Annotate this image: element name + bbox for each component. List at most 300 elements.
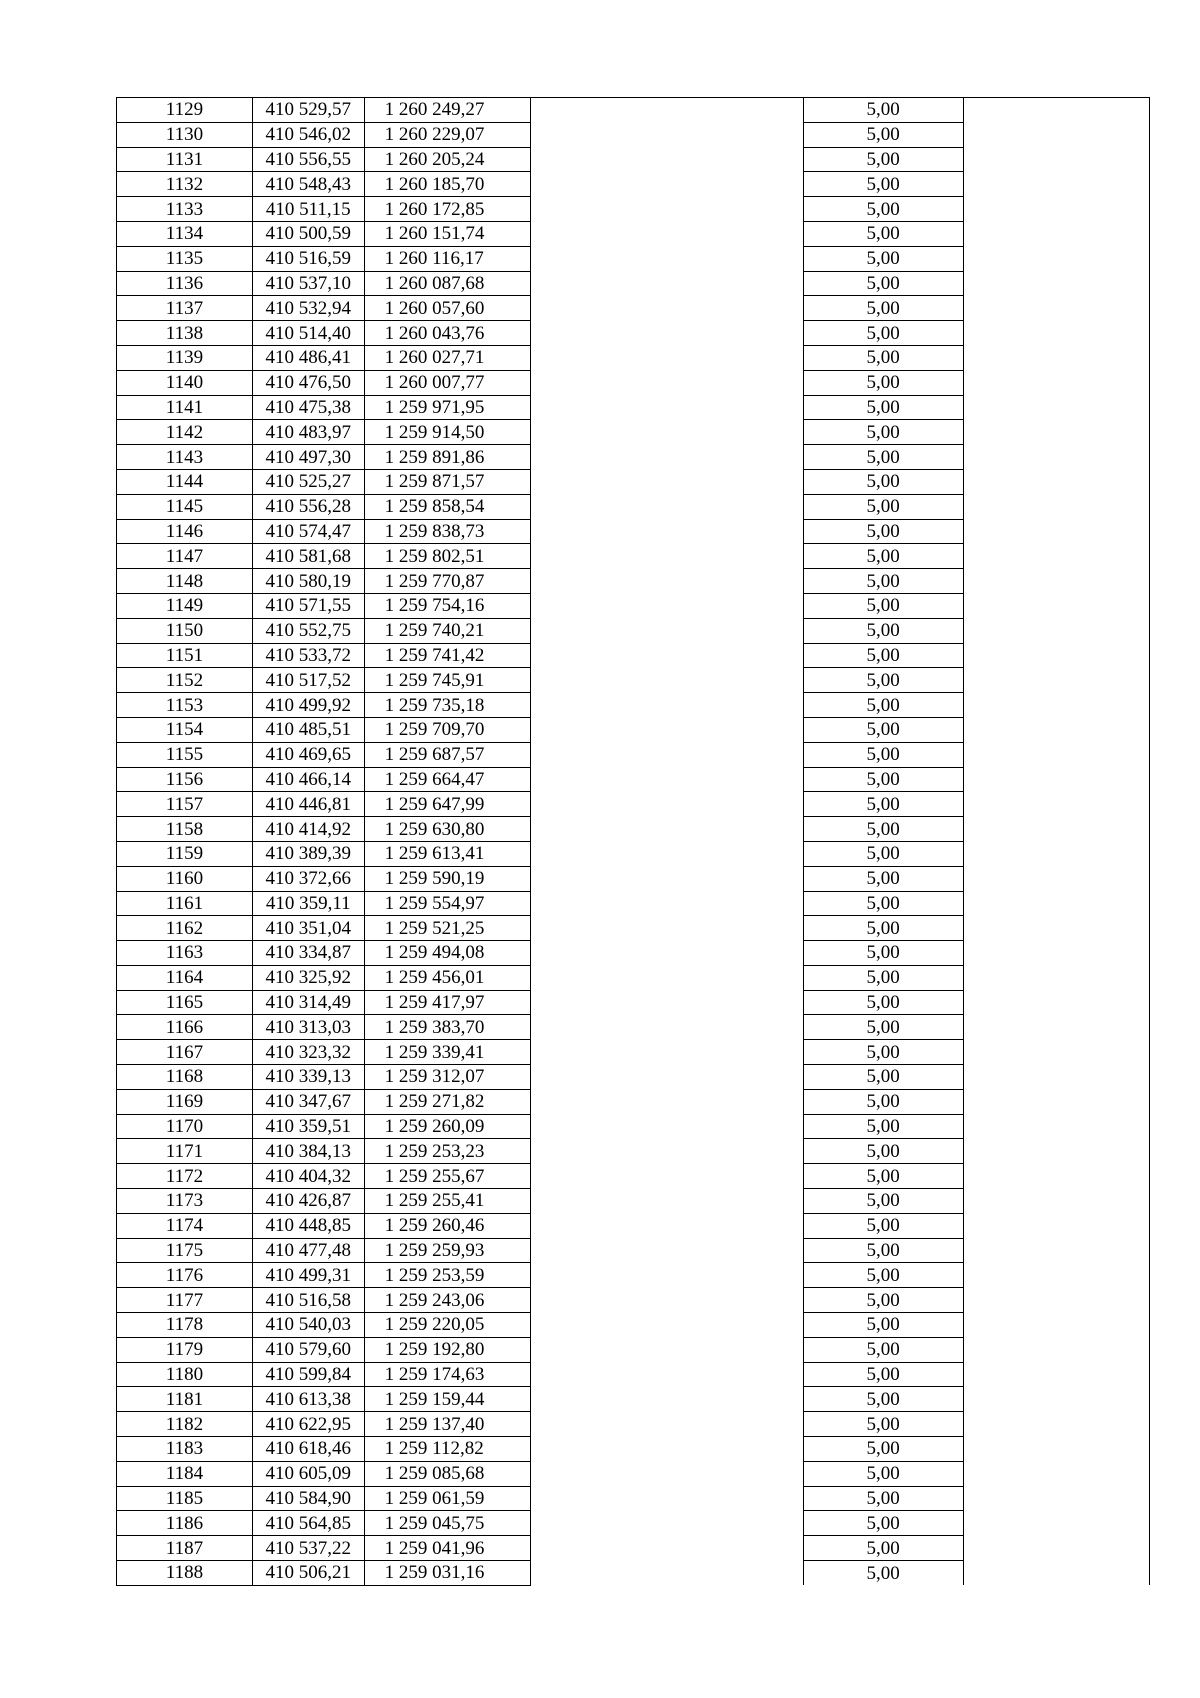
table-row bbox=[117, 767, 1150, 792]
y-coordinate-cell: 1 260 229,07 bbox=[364, 122, 530, 147]
table-row bbox=[117, 395, 1150, 420]
table-row bbox=[117, 1189, 1150, 1214]
point-number-cell: 1167 bbox=[117, 1040, 253, 1065]
point-number-cell: 1184 bbox=[117, 1461, 253, 1486]
x-coordinate-cell: 410 426,87 bbox=[252, 1189, 364, 1214]
description-cell bbox=[530, 742, 803, 767]
y-coordinate-cell: 1 259 740,21 bbox=[364, 618, 530, 643]
x-coordinate-cell: 410 497,30 bbox=[252, 445, 364, 470]
x-coordinate-cell: 410 483,97 bbox=[252, 420, 364, 445]
value-cell: 5,00 bbox=[803, 345, 963, 370]
description-cell bbox=[530, 717, 803, 742]
table-row bbox=[117, 792, 1150, 817]
y-coordinate-cell: 1 259 838,73 bbox=[364, 519, 530, 544]
note-cell bbox=[963, 618, 1149, 643]
x-coordinate-cell: 410 359,51 bbox=[252, 1114, 364, 1139]
description-cell bbox=[530, 1164, 803, 1189]
description-cell bbox=[530, 1238, 803, 1263]
note-cell bbox=[963, 916, 1149, 941]
note-cell bbox=[963, 817, 1149, 842]
table-row bbox=[117, 941, 1150, 966]
table-row bbox=[117, 221, 1150, 246]
x-coordinate-cell: 410 622,95 bbox=[252, 1412, 364, 1437]
point-number-cell: 1188 bbox=[117, 1561, 253, 1586]
point-number-cell: 1164 bbox=[117, 965, 253, 990]
description-cell bbox=[530, 1461, 803, 1486]
y-coordinate-cell: 1 260 116,17 bbox=[364, 246, 530, 271]
value-cell: 5,00 bbox=[803, 1387, 963, 1412]
table-row bbox=[117, 1015, 1150, 1040]
table-row bbox=[117, 569, 1150, 594]
point-number-cell: 1158 bbox=[117, 817, 253, 842]
y-coordinate-cell: 1 259 664,47 bbox=[364, 767, 530, 792]
y-coordinate-cell: 1 259 647,99 bbox=[364, 792, 530, 817]
x-coordinate-cell: 410 584,90 bbox=[252, 1486, 364, 1511]
note-cell bbox=[963, 197, 1149, 222]
description-cell bbox=[530, 271, 803, 296]
description-cell bbox=[530, 321, 803, 346]
x-coordinate-cell: 410 556,28 bbox=[252, 494, 364, 519]
point-number-cell: 1154 bbox=[117, 717, 253, 742]
table-row bbox=[117, 1139, 1150, 1164]
y-coordinate-cell: 1 259 112,82 bbox=[364, 1437, 530, 1462]
point-number-cell: 1157 bbox=[117, 792, 253, 817]
value-cell: 5,00 bbox=[803, 1065, 963, 1090]
description-cell bbox=[530, 1114, 803, 1139]
note-cell bbox=[963, 321, 1149, 346]
description-cell bbox=[530, 345, 803, 370]
note-cell bbox=[963, 1437, 1149, 1462]
point-number-cell: 1139 bbox=[117, 345, 253, 370]
description-cell bbox=[530, 965, 803, 990]
point-number-cell: 1174 bbox=[117, 1213, 253, 1238]
table-row bbox=[117, 1437, 1150, 1462]
point-number-cell: 1131 bbox=[117, 147, 253, 172]
y-coordinate-cell: 1 260 205,24 bbox=[364, 147, 530, 172]
description-cell bbox=[530, 693, 803, 718]
value-cell: 5,00 bbox=[803, 668, 963, 693]
x-coordinate-cell: 410 372,66 bbox=[252, 866, 364, 891]
value-cell: 5,00 bbox=[803, 445, 963, 470]
table-row bbox=[117, 420, 1150, 445]
x-coordinate-cell: 410 384,13 bbox=[252, 1139, 364, 1164]
point-number-cell: 1175 bbox=[117, 1238, 253, 1263]
point-number-cell: 1163 bbox=[117, 941, 253, 966]
value-cell: 5,00 bbox=[803, 370, 963, 395]
x-coordinate-cell: 410 540,03 bbox=[252, 1313, 364, 1338]
note-cell bbox=[963, 1536, 1149, 1561]
table-row bbox=[117, 742, 1150, 767]
x-coordinate-cell: 410 486,41 bbox=[252, 345, 364, 370]
value-cell: 5,00 bbox=[803, 246, 963, 271]
table-row bbox=[117, 717, 1150, 742]
note-cell bbox=[963, 221, 1149, 246]
value-cell: 5,00 bbox=[803, 693, 963, 718]
table-row bbox=[117, 1238, 1150, 1263]
x-coordinate-cell: 410 347,67 bbox=[252, 1089, 364, 1114]
y-coordinate-cell: 1 259 735,18 bbox=[364, 693, 530, 718]
value-cell: 5,00 bbox=[803, 98, 963, 123]
x-coordinate-cell: 410 475,38 bbox=[252, 395, 364, 420]
x-coordinate-cell: 410 389,39 bbox=[252, 841, 364, 866]
point-number-cell: 1160 bbox=[117, 866, 253, 891]
description-cell bbox=[530, 1362, 803, 1387]
point-number-cell: 1149 bbox=[117, 593, 253, 618]
note-cell bbox=[963, 494, 1149, 519]
y-coordinate-cell: 1 259 061,59 bbox=[364, 1486, 530, 1511]
note-cell bbox=[963, 941, 1149, 966]
note-cell bbox=[963, 172, 1149, 197]
table-row bbox=[117, 1213, 1150, 1238]
value-cell: 5,00 bbox=[803, 1461, 963, 1486]
point-number-cell: 1166 bbox=[117, 1015, 253, 1040]
point-number-cell: 1156 bbox=[117, 767, 253, 792]
table-row bbox=[117, 1412, 1150, 1437]
note-cell bbox=[963, 1313, 1149, 1338]
note-cell bbox=[963, 1189, 1149, 1214]
description-cell bbox=[530, 569, 803, 594]
table-row bbox=[117, 1337, 1150, 1362]
description-cell bbox=[530, 817, 803, 842]
value-cell: 5,00 bbox=[803, 420, 963, 445]
x-coordinate-cell: 410 499,92 bbox=[252, 693, 364, 718]
y-coordinate-cell: 1 259 041,96 bbox=[364, 1536, 530, 1561]
point-number-cell: 1168 bbox=[117, 1065, 253, 1090]
x-coordinate-cell: 410 334,87 bbox=[252, 941, 364, 966]
point-number-cell: 1181 bbox=[117, 1387, 253, 1412]
value-cell: 5,00 bbox=[803, 792, 963, 817]
value-cell: 5,00 bbox=[803, 1238, 963, 1263]
x-coordinate-cell: 410 325,92 bbox=[252, 965, 364, 990]
value-cell: 5,00 bbox=[803, 469, 963, 494]
note-cell bbox=[963, 792, 1149, 817]
note-cell bbox=[963, 345, 1149, 370]
note-cell bbox=[963, 1015, 1149, 1040]
y-coordinate-cell: 1 259 494,08 bbox=[364, 941, 530, 966]
description-cell bbox=[530, 1288, 803, 1313]
description-cell bbox=[530, 122, 803, 147]
table-row bbox=[117, 1536, 1150, 1561]
description-cell bbox=[530, 1511, 803, 1536]
y-coordinate-cell: 1 259 260,46 bbox=[364, 1213, 530, 1238]
value-cell: 5,00 bbox=[803, 965, 963, 990]
value-cell: 5,00 bbox=[803, 519, 963, 544]
y-coordinate-cell: 1 260 043,76 bbox=[364, 321, 530, 346]
note-cell bbox=[963, 1337, 1149, 1362]
point-number-cell: 1141 bbox=[117, 395, 253, 420]
table-row bbox=[117, 246, 1150, 271]
table-row bbox=[117, 172, 1150, 197]
description-cell bbox=[530, 916, 803, 941]
point-number-cell: 1138 bbox=[117, 321, 253, 346]
value-cell: 5,00 bbox=[803, 1536, 963, 1561]
description-cell bbox=[530, 1040, 803, 1065]
point-number-cell: 1147 bbox=[117, 544, 253, 569]
value-cell: 5,00 bbox=[803, 742, 963, 767]
point-number-cell: 1183 bbox=[117, 1437, 253, 1462]
point-number-cell: 1169 bbox=[117, 1089, 253, 1114]
table-row bbox=[117, 1387, 1150, 1412]
y-coordinate-cell: 1 260 007,77 bbox=[364, 370, 530, 395]
x-coordinate-cell: 410 525,27 bbox=[252, 469, 364, 494]
point-number-cell: 1186 bbox=[117, 1511, 253, 1536]
x-coordinate-cell: 410 448,85 bbox=[252, 1213, 364, 1238]
y-coordinate-cell: 1 259 630,80 bbox=[364, 817, 530, 842]
table-row bbox=[117, 593, 1150, 618]
value-cell: 5,00 bbox=[803, 1089, 963, 1114]
note-cell bbox=[963, 891, 1149, 916]
description-cell bbox=[530, 1189, 803, 1214]
description-cell bbox=[530, 1065, 803, 1090]
y-coordinate-cell: 1 259 802,51 bbox=[364, 544, 530, 569]
value-cell: 5,00 bbox=[803, 197, 963, 222]
point-number-cell: 1161 bbox=[117, 891, 253, 916]
note-cell bbox=[963, 965, 1149, 990]
point-number-cell: 1146 bbox=[117, 519, 253, 544]
y-coordinate-cell: 1 259 858,54 bbox=[364, 494, 530, 519]
x-coordinate-cell: 410 323,32 bbox=[252, 1040, 364, 1065]
x-coordinate-cell: 410 500,59 bbox=[252, 221, 364, 246]
value-cell: 5,00 bbox=[803, 1040, 963, 1065]
value-cell: 5,00 bbox=[803, 494, 963, 519]
note-cell bbox=[963, 866, 1149, 891]
point-number-cell: 1144 bbox=[117, 469, 253, 494]
y-coordinate-cell: 1 259 687,57 bbox=[364, 742, 530, 767]
x-coordinate-cell: 410 514,40 bbox=[252, 321, 364, 346]
description-cell bbox=[530, 246, 803, 271]
value-cell: 5,00 bbox=[803, 618, 963, 643]
note-cell bbox=[963, 1263, 1149, 1288]
y-coordinate-cell: 1 259 312,07 bbox=[364, 1065, 530, 1090]
point-number-cell: 1150 bbox=[117, 618, 253, 643]
table-row bbox=[117, 1065, 1150, 1090]
y-coordinate-cell: 1 259 971,95 bbox=[364, 395, 530, 420]
table-row bbox=[117, 916, 1150, 941]
value-cell: 5,00 bbox=[803, 1412, 963, 1437]
table-row bbox=[117, 197, 1150, 222]
x-coordinate-cell: 410 499,31 bbox=[252, 1263, 364, 1288]
y-coordinate-cell: 1 259 137,40 bbox=[364, 1412, 530, 1437]
point-number-cell: 1172 bbox=[117, 1164, 253, 1189]
point-number-cell: 1140 bbox=[117, 370, 253, 395]
point-number-cell: 1187 bbox=[117, 1536, 253, 1561]
coordinates-table bbox=[116, 97, 1150, 1586]
y-coordinate-cell: 1 259 271,82 bbox=[364, 1089, 530, 1114]
x-coordinate-cell: 410 579,60 bbox=[252, 1337, 364, 1362]
value-cell: 5,00 bbox=[803, 1561, 963, 1586]
x-coordinate-cell: 410 446,81 bbox=[252, 792, 364, 817]
y-coordinate-cell: 1 259 891,86 bbox=[364, 445, 530, 470]
y-coordinate-cell: 1 259 243,06 bbox=[364, 1288, 530, 1313]
y-coordinate-cell: 1 259 914,50 bbox=[364, 420, 530, 445]
point-number-cell: 1129 bbox=[117, 98, 253, 123]
y-coordinate-cell: 1 259 085,68 bbox=[364, 1461, 530, 1486]
y-coordinate-cell: 1 259 255,41 bbox=[364, 1189, 530, 1214]
note-cell bbox=[963, 593, 1149, 618]
note-cell bbox=[963, 1486, 1149, 1511]
table-row bbox=[117, 866, 1150, 891]
table-row bbox=[117, 1511, 1150, 1536]
y-coordinate-cell: 1 259 174,63 bbox=[364, 1362, 530, 1387]
table-row bbox=[117, 1164, 1150, 1189]
note-cell bbox=[963, 1164, 1149, 1189]
x-coordinate-cell: 410 516,59 bbox=[252, 246, 364, 271]
table-row bbox=[117, 98, 1150, 123]
point-number-cell: 1162 bbox=[117, 916, 253, 941]
value-cell: 5,00 bbox=[803, 1486, 963, 1511]
description-cell bbox=[530, 172, 803, 197]
value-cell: 5,00 bbox=[803, 941, 963, 966]
y-coordinate-cell: 1 259 456,01 bbox=[364, 965, 530, 990]
point-number-cell: 1153 bbox=[117, 693, 253, 718]
y-coordinate-cell: 1 259 613,41 bbox=[364, 841, 530, 866]
table-row bbox=[117, 643, 1150, 668]
value-cell: 5,00 bbox=[803, 767, 963, 792]
note-cell bbox=[963, 122, 1149, 147]
y-coordinate-cell: 1 259 031,16 bbox=[364, 1561, 530, 1586]
x-coordinate-cell: 410 605,09 bbox=[252, 1461, 364, 1486]
x-coordinate-cell: 410 517,52 bbox=[252, 668, 364, 693]
table-row bbox=[117, 1561, 1150, 1586]
note-cell bbox=[963, 1461, 1149, 1486]
point-number-cell: 1178 bbox=[117, 1313, 253, 1338]
note-cell bbox=[963, 767, 1149, 792]
point-number-cell: 1152 bbox=[117, 668, 253, 693]
y-coordinate-cell: 1 259 754,16 bbox=[364, 593, 530, 618]
value-cell: 5,00 bbox=[803, 643, 963, 668]
table-row bbox=[117, 693, 1150, 718]
note-cell bbox=[963, 271, 1149, 296]
note-cell bbox=[963, 742, 1149, 767]
table-row bbox=[117, 1461, 1150, 1486]
x-coordinate-cell: 410 537,10 bbox=[252, 271, 364, 296]
value-cell: 5,00 bbox=[803, 569, 963, 594]
y-coordinate-cell: 1 259 255,67 bbox=[364, 1164, 530, 1189]
note-cell bbox=[963, 147, 1149, 172]
note-cell bbox=[963, 395, 1149, 420]
point-number-cell: 1136 bbox=[117, 271, 253, 296]
value-cell: 5,00 bbox=[803, 395, 963, 420]
note-cell bbox=[963, 1089, 1149, 1114]
y-coordinate-cell: 1 259 871,57 bbox=[364, 469, 530, 494]
value-cell: 5,00 bbox=[803, 321, 963, 346]
x-coordinate-cell: 410 532,94 bbox=[252, 296, 364, 321]
y-coordinate-cell: 1 259 259,93 bbox=[364, 1238, 530, 1263]
description-cell bbox=[530, 1561, 803, 1586]
description-cell bbox=[530, 593, 803, 618]
table-row bbox=[117, 990, 1150, 1015]
point-number-cell: 1165 bbox=[117, 990, 253, 1015]
note-cell bbox=[963, 693, 1149, 718]
x-coordinate-cell: 410 351,04 bbox=[252, 916, 364, 941]
note-cell bbox=[963, 98, 1149, 123]
note-cell bbox=[963, 469, 1149, 494]
y-coordinate-cell: 1 259 417,97 bbox=[364, 990, 530, 1015]
description-cell bbox=[530, 841, 803, 866]
description-cell bbox=[530, 469, 803, 494]
x-coordinate-cell: 410 571,55 bbox=[252, 593, 364, 618]
x-coordinate-cell: 410 516,58 bbox=[252, 1288, 364, 1313]
description-cell bbox=[530, 643, 803, 668]
value-cell: 5,00 bbox=[803, 817, 963, 842]
table-row bbox=[117, 345, 1150, 370]
point-number-cell: 1185 bbox=[117, 1486, 253, 1511]
note-cell bbox=[963, 990, 1149, 1015]
table-row bbox=[117, 965, 1150, 990]
note-cell bbox=[963, 668, 1149, 693]
x-coordinate-cell: 410 580,19 bbox=[252, 569, 364, 594]
y-coordinate-cell: 1 260 027,71 bbox=[364, 345, 530, 370]
table-row bbox=[117, 841, 1150, 866]
note-cell bbox=[963, 519, 1149, 544]
table-row bbox=[117, 469, 1150, 494]
table-row bbox=[117, 445, 1150, 470]
description-cell bbox=[530, 98, 803, 123]
point-number-cell: 1179 bbox=[117, 1337, 253, 1362]
x-coordinate-cell: 410 359,11 bbox=[252, 891, 364, 916]
note-cell bbox=[963, 246, 1149, 271]
table-row bbox=[117, 891, 1150, 916]
description-cell bbox=[530, 1337, 803, 1362]
point-number-cell: 1142 bbox=[117, 420, 253, 445]
description-cell bbox=[530, 420, 803, 445]
value-cell: 5,00 bbox=[803, 1362, 963, 1387]
value-cell: 5,00 bbox=[803, 1114, 963, 1139]
y-coordinate-cell: 1 259 383,70 bbox=[364, 1015, 530, 1040]
x-coordinate-cell: 410 574,47 bbox=[252, 519, 364, 544]
note-cell bbox=[963, 1114, 1149, 1139]
point-number-cell: 1170 bbox=[117, 1114, 253, 1139]
description-cell bbox=[530, 1263, 803, 1288]
x-coordinate-cell: 410 613,38 bbox=[252, 1387, 364, 1412]
x-coordinate-cell: 410 548,43 bbox=[252, 172, 364, 197]
value-cell: 5,00 bbox=[803, 122, 963, 147]
x-coordinate-cell: 410 404,32 bbox=[252, 1164, 364, 1189]
x-coordinate-cell: 410 485,51 bbox=[252, 717, 364, 742]
value-cell: 5,00 bbox=[803, 544, 963, 569]
y-coordinate-cell: 1 259 339,41 bbox=[364, 1040, 530, 1065]
table-row bbox=[117, 1263, 1150, 1288]
point-number-cell: 1171 bbox=[117, 1139, 253, 1164]
description-cell bbox=[530, 1536, 803, 1561]
y-coordinate-cell: 1 260 185,70 bbox=[364, 172, 530, 197]
y-coordinate-cell: 1 259 741,42 bbox=[364, 643, 530, 668]
table-row bbox=[117, 147, 1150, 172]
y-coordinate-cell: 1 260 172,85 bbox=[364, 197, 530, 222]
description-cell bbox=[530, 445, 803, 470]
x-coordinate-cell: 410 537,22 bbox=[252, 1536, 364, 1561]
description-cell bbox=[530, 395, 803, 420]
table-row bbox=[117, 1313, 1150, 1338]
table-row bbox=[117, 321, 1150, 346]
note-cell bbox=[963, 296, 1149, 321]
value-cell: 5,00 bbox=[803, 172, 963, 197]
description-cell bbox=[530, 519, 803, 544]
value-cell: 5,00 bbox=[803, 296, 963, 321]
value-cell: 5,00 bbox=[803, 916, 963, 941]
x-coordinate-cell: 410 529,57 bbox=[252, 98, 364, 123]
note-cell bbox=[963, 1511, 1149, 1536]
point-number-cell: 1130 bbox=[117, 122, 253, 147]
note-cell bbox=[963, 420, 1149, 445]
description-cell bbox=[530, 767, 803, 792]
value-cell: 5,00 bbox=[803, 866, 963, 891]
y-coordinate-cell: 1 260 151,74 bbox=[364, 221, 530, 246]
note-cell bbox=[963, 643, 1149, 668]
table-row bbox=[117, 494, 1150, 519]
point-number-cell: 1182 bbox=[117, 1412, 253, 1437]
point-number-cell: 1132 bbox=[117, 172, 253, 197]
